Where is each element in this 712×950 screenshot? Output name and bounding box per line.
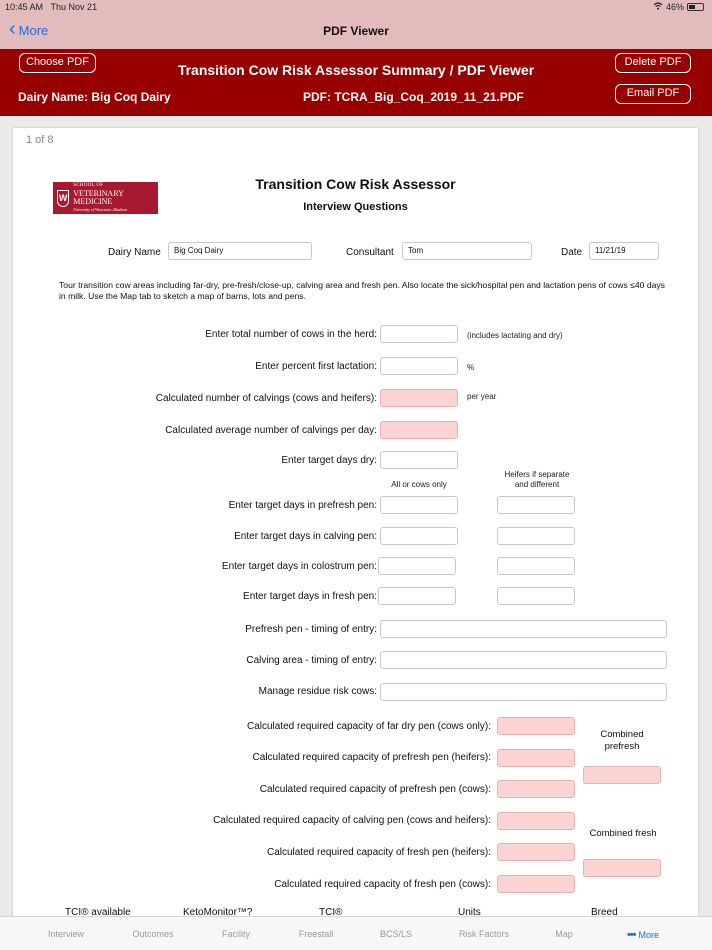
status-bar bbox=[0, 0, 712, 16]
pdf-page bbox=[13, 128, 698, 916]
battery-percent: 46% bbox=[665, 2, 684, 12]
col-head-all: All or cows only bbox=[391, 480, 447, 489]
tab-more-label: More bbox=[638, 930, 660, 940]
email-pdf-button[interactable]: Email PDF bbox=[615, 84, 691, 104]
page-counter: 1 of 8 bbox=[26, 134, 54, 146]
calving-timing-label: Calving area - timing of entry: bbox=[246, 655, 377, 666]
colostrum-days-cows-field[interactable] bbox=[378, 557, 456, 575]
cap-prefresh-cows-field bbox=[497, 780, 575, 798]
prefresh-timing-label: Prefresh pen - timing of entry: bbox=[245, 624, 377, 635]
colostrum-days-heifers-field[interactable] bbox=[497, 557, 575, 575]
logo-line1: SCHOOL OF bbox=[73, 183, 104, 188]
date-field[interactable]: 11/21/19 bbox=[589, 242, 659, 260]
wifi-icon bbox=[653, 2, 663, 12]
fresh-days-heifers-field[interactable] bbox=[497, 587, 575, 605]
prefresh-days-heifers-field[interactable] bbox=[497, 496, 575, 514]
calvings-label: Calculated number of calvings (cows and heifers): bbox=[155, 393, 377, 404]
tab-more[interactable] bbox=[608, 929, 678, 941]
nav-bar bbox=[0, 16, 712, 49]
total-cows-label: Enter total number of cows in the herd: bbox=[205, 329, 377, 340]
cap-calving-label: Calculated required capacity of calving pen (cows and heifers): bbox=[213, 815, 491, 826]
logo-line2: VETERINARY MEDICINE bbox=[73, 189, 124, 206]
prefresh-timing-field[interactable] bbox=[380, 620, 667, 638]
days-dry-field[interactable] bbox=[380, 451, 458, 469]
dairy-name-field-label: Dairy Name bbox=[108, 247, 161, 258]
delete-pdf-button[interactable]: Delete PDF bbox=[615, 53, 691, 73]
dairy-name-field[interactable]: Big Coq Dairy bbox=[168, 242, 312, 260]
tci-available-label: TCI® available bbox=[65, 907, 131, 916]
total-cows-note: (includes lactating and dry) bbox=[467, 331, 563, 340]
tab-outcomes[interactable]: Outcomes bbox=[132, 929, 174, 939]
combined-prefresh-label bbox=[583, 729, 661, 753]
combined-prefresh-line1: Combined bbox=[600, 729, 644, 740]
date-label: Date bbox=[561, 247, 583, 258]
units-label: Units bbox=[458, 907, 481, 916]
combined-prefresh-line2: prefresh bbox=[604, 741, 640, 752]
residue-field[interactable] bbox=[380, 683, 667, 701]
choose-pdf-button[interactable]: Choose PDF bbox=[19, 53, 96, 73]
first-lactation-field[interactable] bbox=[380, 357, 458, 375]
tab-interview[interactable]: Interview bbox=[47, 929, 84, 939]
cap-fresh-heifers-field bbox=[497, 843, 575, 861]
prefresh-days-cows-field[interactable] bbox=[380, 496, 458, 514]
days-dry-label: Enter target days dry: bbox=[281, 455, 377, 466]
document-title: Transition Cow Risk Assessor bbox=[255, 176, 456, 192]
battery-icon bbox=[687, 3, 704, 11]
tci-label: TCI® bbox=[319, 907, 343, 916]
col-head-heifers-line1: Heifers if separate bbox=[504, 470, 570, 479]
cap-fresh-heifers-label: Calculated required capacity of fresh pen (heifers): bbox=[266, 847, 491, 858]
avg-calvings-field bbox=[380, 421, 458, 439]
calving-days-heifers-field[interactable] bbox=[497, 527, 575, 545]
cap-prefresh-heifers-field bbox=[497, 749, 575, 767]
breed-label: Breed bbox=[591, 907, 618, 916]
cap-fresh-cows-field bbox=[497, 875, 575, 893]
col-head-heifers bbox=[487, 470, 587, 490]
fresh-days-cows-field[interactable] bbox=[378, 587, 456, 605]
tab-facility[interactable]: Facility bbox=[221, 929, 250, 939]
calving-timing-field[interactable] bbox=[380, 651, 667, 669]
consultant-label: Consultant bbox=[346, 247, 394, 258]
tab-map[interactable]: Map bbox=[555, 929, 573, 939]
calving-days-cows-field[interactable] bbox=[380, 527, 458, 545]
cap-fresh-cows-label: Calculated required capacity of fresh pen (cows): bbox=[274, 879, 491, 890]
avg-calvings-label: Calculated average number of calvings per day: bbox=[165, 425, 377, 436]
combined-prefresh-field bbox=[583, 766, 661, 784]
total-cows-field[interactable] bbox=[380, 325, 458, 343]
tab-bar bbox=[0, 916, 712, 950]
back-label: More bbox=[18, 22, 49, 38]
intro-text: Tour transition cow areas including far-dry, pre-fresh/close-up, calving area and fresh pen. Also locate the sick/hospital pen and lactation pens of cows ≤40 days in milk. Use the Map tab to sketch a map of barns, lots and pens. bbox=[59, 280, 665, 301]
status-time: 10:45 AM Thu Nov 21 bbox=[5, 2, 98, 12]
tab-risk-factors[interactable]: Risk Factors bbox=[458, 929, 509, 939]
summary-header bbox=[0, 49, 712, 116]
pdf-viewer[interactable] bbox=[0, 116, 712, 916]
combined-fresh-label: Combined fresh bbox=[589, 828, 657, 839]
tab-bcs-ls[interactable]: BCS/LS bbox=[379, 929, 412, 939]
calving-days-label: Enter target days in calving pen: bbox=[234, 531, 377, 542]
cap-calving-field bbox=[497, 812, 575, 830]
colostrum-days-label: Enter target days in colostrum pen: bbox=[221, 561, 377, 572]
chevron-left-icon: ‹ bbox=[9, 18, 16, 40]
status-right bbox=[653, 2, 704, 12]
crest-icon: W bbox=[57, 190, 69, 207]
more-dots-icon: ••• bbox=[626, 929, 636, 941]
prefresh-days-label: Enter target days in prefresh pen: bbox=[228, 500, 377, 511]
cap-prefresh-cows-label: Calculated required capacity of prefresh pen (cows): bbox=[259, 784, 491, 795]
residue-label: Manage residue risk cows: bbox=[258, 686, 377, 697]
summary-title: Transition Cow Risk Assessor Summary / PDF Viewer bbox=[177, 62, 535, 78]
fresh-days-label: Enter target days in fresh pen: bbox=[243, 591, 377, 602]
logo-line3: University of Wisconsin–Madison bbox=[73, 207, 128, 212]
dairy-name-label: Dairy Name: Big Coq Dairy bbox=[18, 90, 171, 104]
consultant-field[interactable]: Tom bbox=[402, 242, 532, 260]
calvings-note: per year bbox=[467, 392, 497, 401]
col-head-heifers-line2: and different bbox=[514, 480, 560, 489]
tab-freestall[interactable]: Freestall bbox=[298, 929, 334, 939]
ketomonitor-label: KetoMonitor™? bbox=[183, 907, 253, 916]
first-lactation-note: % bbox=[467, 363, 475, 372]
document-subtitle: Interview Questions bbox=[303, 201, 408, 213]
pdf-name-label: PDF: TCRA_Big_Coq_2019_11_21.PDF bbox=[303, 90, 524, 104]
cap-prefresh-heifers-label: Calculated required capacity of prefresh pen (heifers): bbox=[252, 752, 491, 763]
cap-fardry-label: Calculated required capacity of far dry pen (cows only): bbox=[246, 721, 491, 732]
combined-fresh-field bbox=[583, 859, 661, 877]
calvings-field bbox=[380, 389, 458, 407]
first-lactation-label: Enter percent first lactation: bbox=[255, 361, 377, 372]
nav-title: PDF Viewer bbox=[323, 24, 389, 38]
cap-fardry-field bbox=[497, 717, 575, 735]
